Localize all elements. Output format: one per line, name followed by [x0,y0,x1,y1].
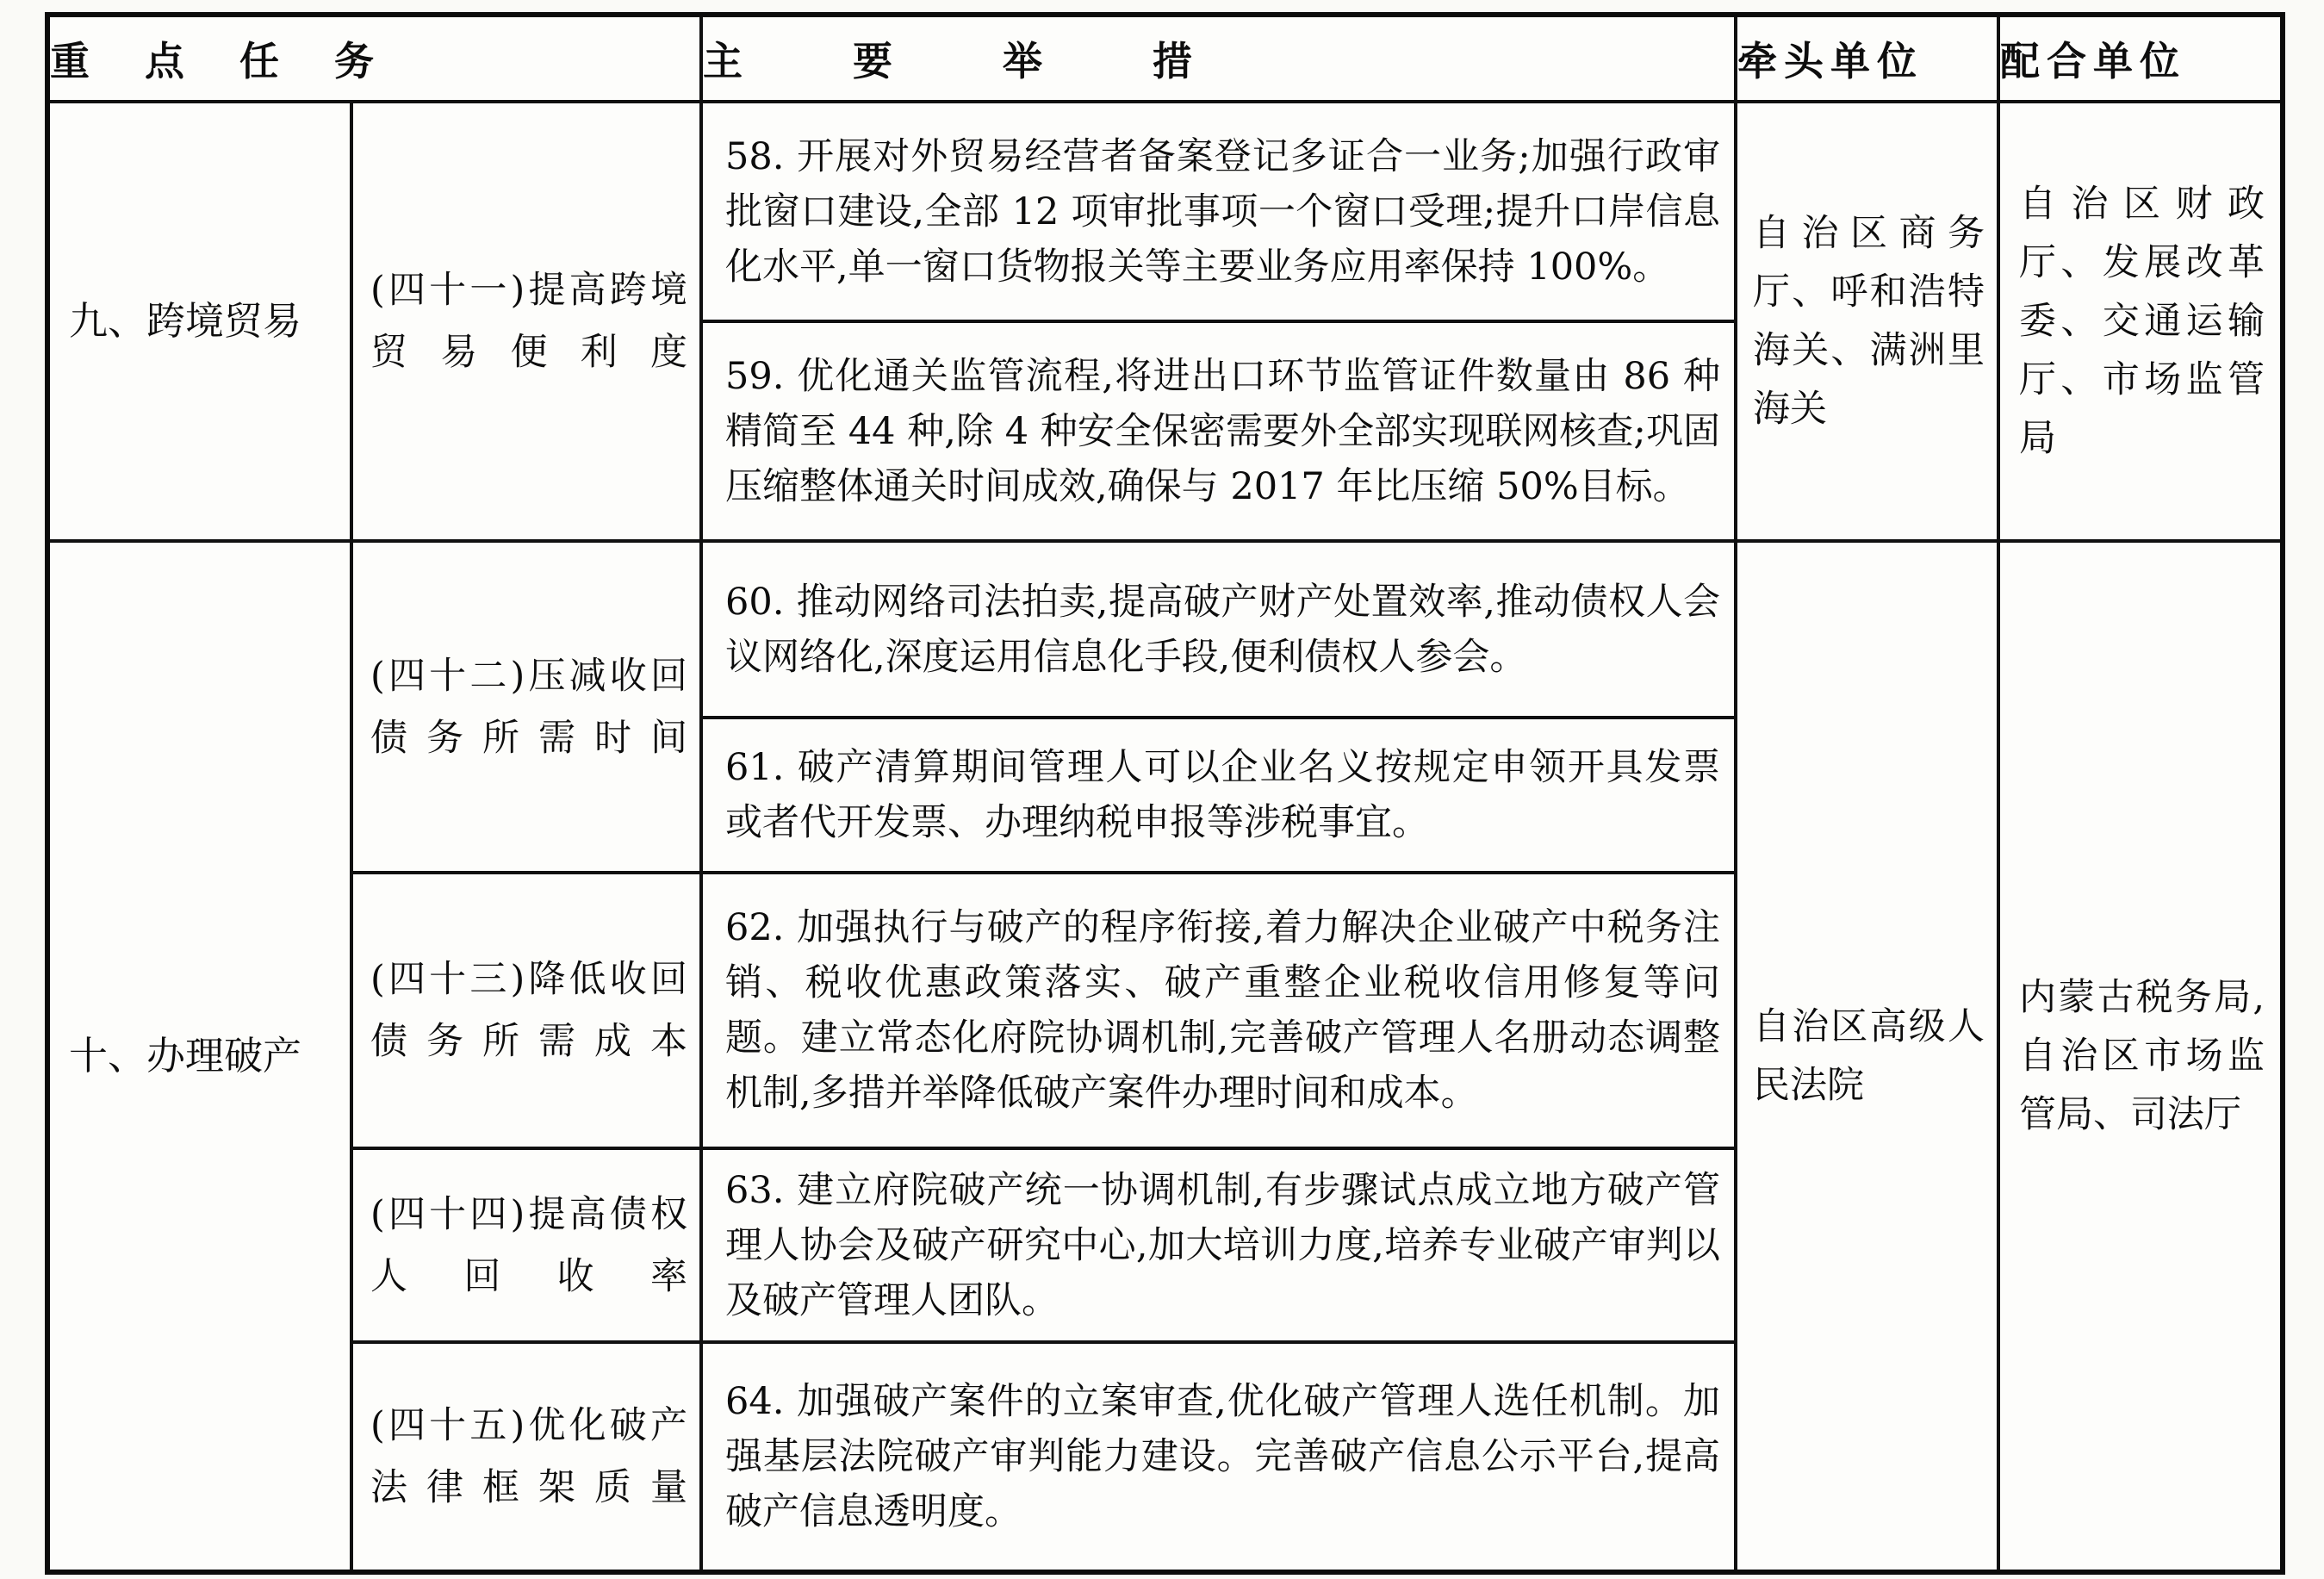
subtask-44-label: (四十四)提高债权人回收率 [353,1150,703,1344]
section-9-support-unit: 自治区财政厅、发展改革委、交通运输厅、市场监管局 [2000,103,2280,543]
header-main-measures [703,17,1737,103]
section-9-lead-unit: 自治区商务厅、呼和浩特海关、满洲里海关 [1737,103,2000,543]
measure-62: 62. 加强执行与破产的程序衔接,着力解决企业破产中税务注销、税收优惠政策落实、破产重整企业税收信用修复等问题。建立常态化府院协调机制,完善破产管理人名册动态调整机制,多措并举降低破产案件办理时间和成本。 [703,874,1737,1150]
section-10-title: 十、办理破产 [50,543,353,1570]
subtask-42-label: (四十二)压减收回债务所需时间 [353,543,703,874]
section-10-support-unit: 内蒙古税务局,自治区市场监管局、司法厅 [2019,976,2265,1136]
section-10-lead-unit: 自治区高级人民法院 [1737,543,2000,1570]
header-key-tasks-label: 重点任务 [50,38,429,84]
measure-60: 60. 推动网络司法拍卖,提高破产财产处置效率,推动债权人会议网络化,深度运用信息化手段,便利债权人参会。 [703,543,1737,719]
section-9-title: 九、跨境贸易 [50,103,353,543]
task-measures-table [45,12,2285,1575]
measure-63: 63. 建立府院破产统一协调机制,有步骤试点成立地方破产管理人协会及破产研究中心,加大培训力度,培养专业破产审判以及破产管理人团队。 [703,1150,1737,1344]
header-support-unit-label: 配合单位 [2000,38,2186,84]
header-lead-unit [1737,17,2000,103]
measure-59: 59. 优化通关监管流程,将进出口环节监管证件数量由 86 种精简至 44 种,除 4 种安全保密需要外全部实现联网核查;巩固压缩整体通关时间成效,确保与 2017 年比压缩 50%目标。 [703,323,1737,543]
header-lead-unit-label: 牵头单位 [1737,38,1923,84]
subtask-43-label: (四十三)降低收回债务所需成本 [353,874,703,1150]
measure-58: 58. 开展对外贸易经营者备案登记多证合一业务;加强行政审批窗口建设,全部 12 项审批事项一个窗口受理;提升口岸信息化水平,单一窗口货物报关等主要业务应用率保持 100%。 [703,103,1737,323]
measure-61: 61. 破产清算期间管理人可以企业名义按规定申领开具发票或者代开发票、办理纳税申报等涉税事宜。 [703,719,1737,874]
header-support-unit [2000,17,2280,103]
header-key-tasks [50,17,703,103]
measure-64: 64. 加强破产案件的立案审查,优化破产管理人选任机制。加强基层法院破产审判能力建设。完善破产信息公示平台,提高破产信息透明度。 [703,1344,1737,1570]
subtask-45-label: (四十五)优化破产法律框架质量 [353,1344,703,1570]
header-main-measures-label: 主要举措 [703,38,1302,84]
subtask-41-label: (四十一)提高跨境贸易便利度 [353,103,703,543]
